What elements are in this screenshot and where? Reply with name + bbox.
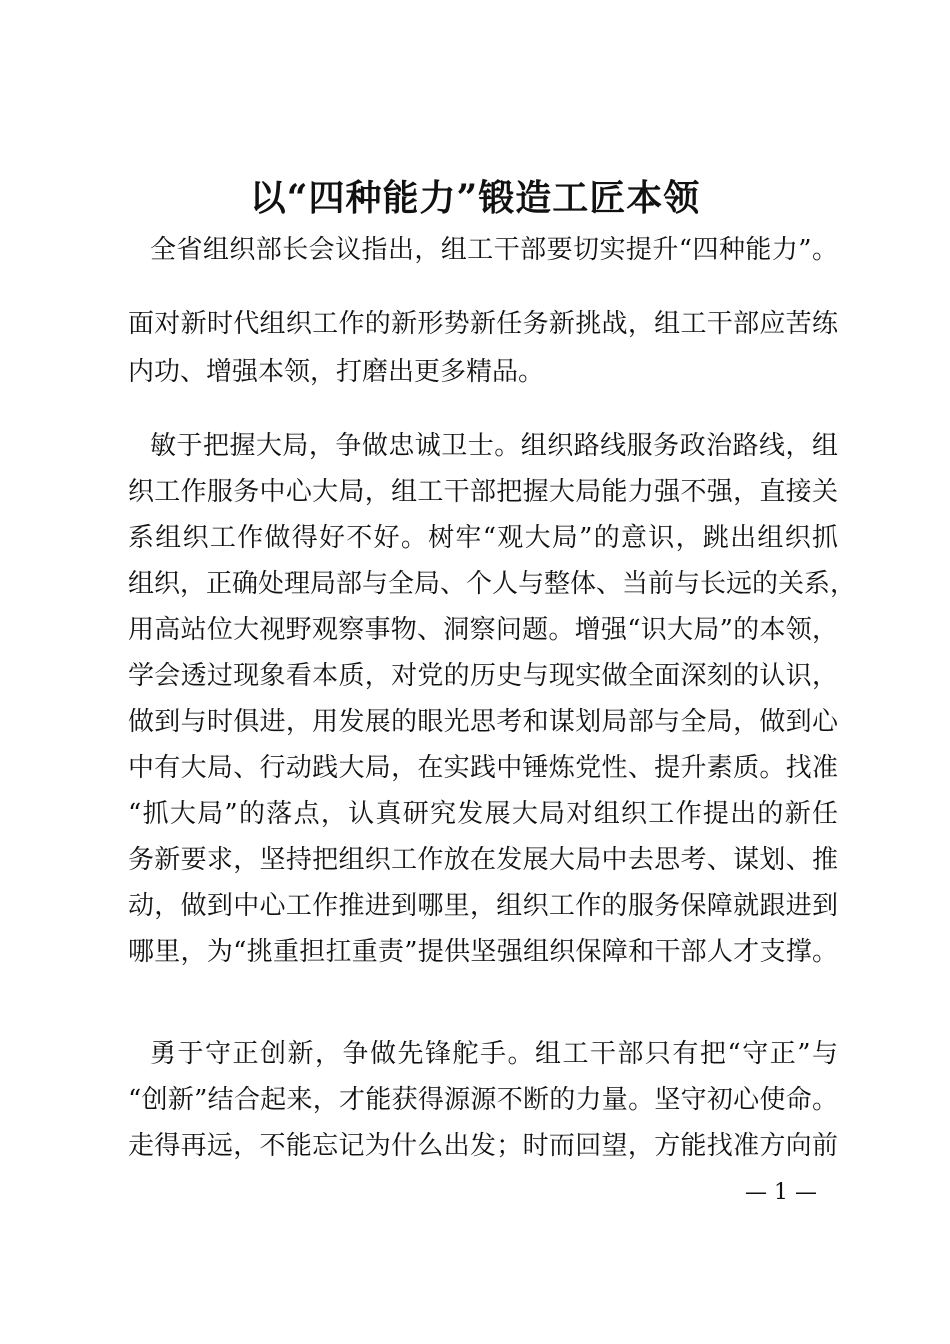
paragraph-line: 敏于把握大局，争做忠诚卫士。组织路线服务政治路线，组 bbox=[150, 431, 838, 461]
document-title: 以“四种能力”锻造工匠本领 bbox=[249, 177, 701, 219]
paragraph-line: 动，做到中心工作推进到哪里，组织工作的服务保障就跟进到 bbox=[128, 891, 838, 921]
paragraph-line: “抓大局”的落点，认真研究发展大局对组织工作提出的新任 bbox=[128, 799, 838, 829]
paragraph-line: 内功、增强本领，打磨出更多精品。 bbox=[128, 357, 545, 387]
paragraph-line: 学会透过现象看本质，对党的历史与现实做全面深刻的认识， bbox=[128, 661, 838, 691]
paragraph-line: 勇于守正创新，争做先锋舵手。组工干部只有把“守正”与 bbox=[150, 1039, 838, 1069]
paragraph-line: 面对新时代组织工作的新形势新任务新挑战，组工干部应苦练 bbox=[128, 309, 838, 339]
paragraph-line: 全省组织部长会议指出，组工干部要切实提升“四种能力”。 bbox=[150, 235, 838, 265]
page-number: — 1 — bbox=[745, 1180, 817, 1205]
paragraph-line: 做到与时俱进，用发展的眼光思考和谋划局部与全局，做到心 bbox=[128, 707, 838, 737]
paragraph-line: 走得再远，不能忘记为什么出发；时而回望，方能找准方向前 bbox=[128, 1131, 838, 1161]
paragraph-line: 哪里，为“挑重担扛重责”提供坚强组织保障和干部人才支撑。 bbox=[128, 937, 838, 967]
paragraph-line: 中有大局、行动践大局，在实践中锤炼党性、提升素质。找准 bbox=[128, 753, 838, 783]
paragraph-line: 务新要求，坚持把组织工作放在发展大局中去思考、谋划、推 bbox=[128, 845, 838, 875]
paragraph-line: 用高站位大视野观察事物、洞察问题。增强“识大局”的本领， bbox=[128, 615, 838, 645]
paragraph-line: 组织，正确处理局部与全局、个人与整体、当前与长远的关系， bbox=[128, 569, 857, 599]
paragraph-line: 系组织工作做得好不好。树牢“观大局”的意识，跳出组织抓 bbox=[128, 523, 838, 553]
paragraph-line: 织工作服务中心大局，组工干部把握大局能力强不强，直接关 bbox=[128, 477, 838, 507]
paragraph-line: “创新”结合起来，才能获得源源不断的力量。坚守初心使命。 bbox=[128, 1085, 838, 1115]
